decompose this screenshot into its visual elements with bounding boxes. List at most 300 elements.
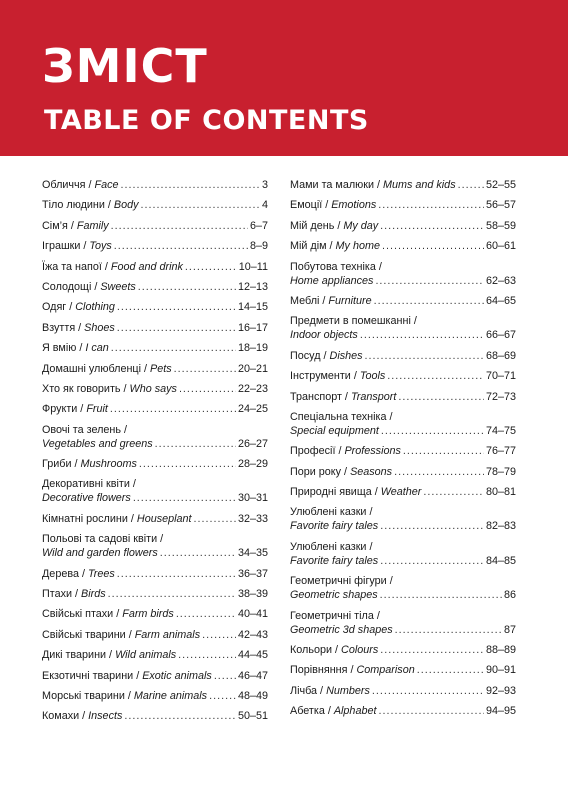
title-separator: / xyxy=(320,349,330,362)
dot-leader xyxy=(380,554,484,568)
toc-entry-line xyxy=(290,314,516,328)
toc-title xyxy=(42,607,174,621)
toc-page-numbers: 46–47 xyxy=(237,669,268,682)
toc-page-numbers: 22–23 xyxy=(237,382,268,395)
toc-entry-line xyxy=(290,294,516,308)
toc-page-numbers: 56–57 xyxy=(485,199,516,212)
toc-title-english: Numbers xyxy=(326,684,370,697)
toc-title-ukrainian: Взуття xyxy=(42,321,76,334)
dot-leader xyxy=(380,219,484,233)
toc-title xyxy=(290,274,373,288)
toc-title xyxy=(290,663,415,677)
toc-title-english: Body xyxy=(113,199,139,212)
toc-title xyxy=(42,198,139,212)
toc-entry xyxy=(290,260,516,288)
toc-title xyxy=(290,294,372,308)
dot-leader xyxy=(176,607,236,621)
toc-entry-line xyxy=(290,465,516,479)
toc-entry xyxy=(42,709,268,723)
toc-title xyxy=(290,643,378,657)
toc-entry xyxy=(42,178,268,192)
dot-leader xyxy=(380,588,502,602)
toc-title-english: Birds xyxy=(81,588,106,601)
toc-title-ukrainian: Улюблені казки / xyxy=(290,540,373,553)
toc-title-ukrainian: Кольори xyxy=(290,644,333,657)
title-separator: / xyxy=(341,390,351,403)
toc-title-english: Transport xyxy=(350,390,397,403)
dot-leader xyxy=(398,390,484,404)
toc-page-numbers: 72–73 xyxy=(485,390,516,403)
toc-title-english: Geometric shapes xyxy=(290,589,378,602)
toc-entry-line xyxy=(42,382,268,396)
toc-entry xyxy=(42,648,268,662)
toc-entry-line xyxy=(42,437,268,451)
toc-title xyxy=(42,689,207,703)
toc-entry-line xyxy=(42,607,268,621)
toc-entry xyxy=(290,444,516,458)
dot-leader xyxy=(380,519,484,533)
dot-leader xyxy=(111,219,248,233)
toc-page-numbers: 20–21 xyxy=(237,362,268,375)
toc-page-numbers: 6–7 xyxy=(249,219,268,232)
toc-title-ukrainian: Свійські птахи xyxy=(42,608,114,621)
toc-title-english: I can xyxy=(85,342,109,355)
toc-title xyxy=(290,554,378,568)
toc-title-english: Professions xyxy=(344,445,401,458)
toc-title-ukrainian: Сім’я xyxy=(42,219,68,232)
toc-entry xyxy=(42,300,268,314)
toc-title xyxy=(42,457,137,471)
dot-leader xyxy=(382,239,484,253)
toc-title-ukrainian: Улюблені казки / xyxy=(290,506,373,519)
dot-leader xyxy=(185,260,237,274)
toc-title-ukrainian: Солодощі xyxy=(42,280,92,293)
toc-title-ukrainian: Порівняння xyxy=(290,664,348,677)
toc-title xyxy=(290,178,456,192)
toc-title-ukrainian: Мій дім xyxy=(290,240,327,253)
toc-entry-line xyxy=(290,574,516,588)
toc-entry xyxy=(42,239,268,253)
toc-entry-line xyxy=(290,643,516,657)
toc-title-ukrainian: Геометричні фігури / xyxy=(290,575,393,588)
toc-page-numbers: 78–79 xyxy=(485,465,516,478)
dot-leader xyxy=(174,362,236,376)
toc-title-ukrainian: Птахи xyxy=(42,588,73,601)
toc-page-numbers: 32–33 xyxy=(237,512,268,525)
toc-title xyxy=(42,219,109,233)
toc-entry-line xyxy=(290,554,516,568)
toc-page-numbers: 4 xyxy=(261,199,268,212)
title-separator: / xyxy=(76,342,86,355)
toc-entry xyxy=(290,178,516,192)
toc-title xyxy=(290,444,401,458)
toc-page-numbers: 30–31 xyxy=(237,492,268,505)
toc-title xyxy=(290,328,358,342)
toc-title-english: Pets xyxy=(150,362,172,375)
title-separator: / xyxy=(322,199,332,212)
toc-entry xyxy=(42,341,268,355)
dot-leader xyxy=(179,382,236,396)
toc-entry-line xyxy=(42,628,268,642)
toc-entry-line xyxy=(290,410,516,424)
toc-title-ukrainian: Тіло людини xyxy=(42,199,105,212)
toc-title-ukrainian: Лічба xyxy=(290,684,318,697)
toc-entry-line xyxy=(290,424,516,438)
toc-title xyxy=(42,239,112,253)
toc-title xyxy=(290,485,421,499)
dot-leader xyxy=(117,567,236,581)
toc-title-english: Comparison xyxy=(356,664,415,677)
toc-entry xyxy=(42,587,268,601)
toc-entry xyxy=(290,684,516,698)
title-separator: / xyxy=(113,608,123,621)
title-separator: / xyxy=(75,321,85,334)
toc-title-ukrainian: Мами та малюки xyxy=(290,179,374,191)
toc-title-ukrainian: Домашні улюбленці xyxy=(42,362,141,375)
toc-title-ukrainian: Кімнатні рослини xyxy=(42,512,128,525)
toc-entry-line xyxy=(42,491,268,505)
toc-title xyxy=(42,669,212,683)
dot-leader xyxy=(178,648,236,662)
title-separator: / xyxy=(71,458,81,471)
toc-entry xyxy=(42,689,268,703)
toc-title xyxy=(42,546,158,560)
toc-title xyxy=(290,519,378,533)
toc-title xyxy=(42,382,177,396)
toc-entry xyxy=(290,574,516,602)
toc-page-numbers: 10–11 xyxy=(238,260,268,273)
toc-page-numbers: 36–37 xyxy=(237,567,268,580)
title-separator: / xyxy=(66,301,76,314)
title-separator: / xyxy=(127,512,137,525)
dot-leader xyxy=(117,300,236,314)
toc-entry-line xyxy=(290,369,516,383)
toc-title xyxy=(42,491,131,505)
toc-title-ukrainian: Пори року xyxy=(290,465,342,478)
toc-title xyxy=(42,402,108,416)
toc-page-numbers: 84–85 xyxy=(485,554,516,567)
toc-entry-line xyxy=(290,588,516,602)
header-banner xyxy=(0,0,568,156)
toc-entry xyxy=(42,198,268,212)
toc-entry-line xyxy=(290,623,516,637)
toc-page-numbers: 66–67 xyxy=(485,329,516,342)
toc-page-numbers: 50–51 xyxy=(237,710,268,723)
toc-entry-line xyxy=(290,219,516,233)
toc-title-english: Fruit xyxy=(86,403,108,416)
toc-title-ukrainian: Гриби xyxy=(42,458,72,471)
toc-title-ukrainian: Свійські тварини xyxy=(42,628,126,641)
toc-title-ukrainian: Побутова техніка / xyxy=(290,260,382,273)
toc-title-ukrainian: Геометричні тіла / xyxy=(290,609,380,622)
toc-entry xyxy=(290,314,516,342)
toc-entry-line xyxy=(42,178,268,192)
toc-entry-line xyxy=(290,328,516,342)
toc-entry-line xyxy=(42,300,268,314)
toc-title xyxy=(290,369,385,383)
toc-title xyxy=(290,684,370,698)
toc-page-numbers: 24–25 xyxy=(237,403,268,416)
title-separator: / xyxy=(120,382,130,395)
toc-entry-line xyxy=(290,260,516,274)
toc-entry-line xyxy=(290,505,516,519)
toc-title-english: Alphabet xyxy=(333,705,377,718)
toc-title-ukrainian: Мій день xyxy=(290,219,335,232)
toc-title-english: Family xyxy=(76,219,109,232)
toc-entry-line xyxy=(42,546,268,560)
toc-page-numbers: 60–61 xyxy=(485,240,516,253)
dot-leader xyxy=(394,465,484,479)
toc-page-numbers: 92–93 xyxy=(485,684,516,697)
dot-leader xyxy=(110,402,236,416)
title-separator: / xyxy=(104,199,114,212)
dot-leader xyxy=(108,587,236,601)
toc-entry-line xyxy=(290,663,516,677)
toc-title-ukrainian: Хто як говорить xyxy=(42,382,121,395)
toc-page-numbers: 94–95 xyxy=(485,705,516,718)
dot-leader xyxy=(194,512,236,526)
toc-entry xyxy=(42,321,268,335)
toc-entry xyxy=(290,704,516,718)
title-separator: / xyxy=(341,465,351,478)
toc-title-english: Furniture xyxy=(328,294,372,307)
toc-title xyxy=(42,512,192,526)
toc-title-english: Houseplant xyxy=(136,512,192,525)
toc-page-numbers: 14–15 xyxy=(237,301,268,314)
toc-title xyxy=(42,178,119,192)
toc-title-ukrainian: Професії xyxy=(290,445,336,458)
toc-title xyxy=(42,362,172,376)
toc-title-ukrainian: Абетка xyxy=(290,705,325,718)
toc-title-english: Toys xyxy=(89,240,112,253)
dot-leader xyxy=(111,341,236,355)
toc-title xyxy=(42,587,106,601)
toc-page-numbers: 88–89 xyxy=(485,644,516,657)
page-title-ukrainian: ЗМІСТ xyxy=(42,39,208,93)
toc-column-left xyxy=(42,178,268,730)
toc-title xyxy=(290,390,396,404)
dot-leader xyxy=(417,663,484,677)
toc-page-numbers: 86 xyxy=(503,589,516,602)
toc-entry-line xyxy=(42,280,268,294)
toc-page-numbers: 40–41 xyxy=(237,608,268,621)
toc-title-english: Favorite fairy tales xyxy=(290,520,379,533)
toc-page-numbers: 87 xyxy=(503,623,516,636)
toc-entry xyxy=(290,485,516,499)
toc-title-ukrainian: Комахи xyxy=(42,710,80,723)
toc-page-numbers: 82–83 xyxy=(485,520,516,533)
title-separator: / xyxy=(78,567,88,580)
toc-title xyxy=(42,280,136,294)
toc-page-numbers: 8–9 xyxy=(249,240,268,253)
title-separator: / xyxy=(347,664,357,677)
toc-page-numbers: 58–59 xyxy=(485,219,516,232)
toc-entry xyxy=(290,390,516,404)
toc-title xyxy=(42,260,183,274)
toc-title xyxy=(42,709,122,723)
toc-entry-line xyxy=(290,519,516,533)
dot-leader xyxy=(375,274,484,288)
toc-title-english: My home xyxy=(335,240,380,253)
toc-entry xyxy=(42,607,268,621)
title-separator: / xyxy=(141,362,150,375)
dot-leader xyxy=(372,684,484,698)
toc-title-ukrainian: Предмети в помешканні / xyxy=(290,315,417,328)
toc-title xyxy=(42,300,115,314)
toc-entry-line xyxy=(42,362,268,376)
toc-title-english: Colours xyxy=(341,644,379,657)
toc-title xyxy=(42,341,109,355)
title-separator: / xyxy=(80,240,90,253)
toc-page-numbers: 28–29 xyxy=(237,458,268,471)
dot-leader xyxy=(141,198,260,212)
toc-title-english: Dishes xyxy=(329,349,363,362)
toc-title-english: Favorite fairy tales xyxy=(290,554,379,567)
toc-entry xyxy=(290,410,516,438)
toc-title-ukrainian: Природні явища xyxy=(290,486,372,499)
toc-entry xyxy=(290,505,516,533)
toc-entry-line xyxy=(290,609,516,623)
title-separator: / xyxy=(79,710,89,723)
title-separator: / xyxy=(133,669,143,682)
toc-title xyxy=(290,198,376,212)
toc-entry xyxy=(290,239,516,253)
toc-title xyxy=(290,239,380,253)
title-separator: / xyxy=(77,403,87,416)
title-separator: / xyxy=(326,240,336,253)
toc-title-english: Farm animals xyxy=(134,628,201,641)
toc-entry-line xyxy=(290,349,516,363)
toc-entry-line xyxy=(42,587,268,601)
toc-title-english: Face xyxy=(94,179,119,191)
toc-title-ukrainian: Фрукти xyxy=(42,403,78,416)
title-separator: / xyxy=(350,370,360,383)
title-separator: / xyxy=(85,179,95,191)
toc-title-ukrainian: Транспорт xyxy=(290,390,342,403)
toc-title-english: Clothing xyxy=(75,301,115,314)
toc-entry-line xyxy=(42,689,268,703)
toc-entry-line xyxy=(42,709,268,723)
toc-title-ukrainian: Емоції xyxy=(290,199,323,212)
toc-entry-line xyxy=(42,532,268,546)
toc-title xyxy=(290,424,379,438)
toc-title-english: Indoor objects xyxy=(290,329,358,342)
toc-entry-line xyxy=(42,423,268,437)
toc-entry-line xyxy=(42,567,268,581)
toc-entry xyxy=(290,643,516,657)
toc-entry-line xyxy=(290,485,516,499)
toc-page-numbers: 70–71 xyxy=(485,370,516,383)
toc-page-numbers: 12–13 xyxy=(237,280,268,293)
toc-title-english: Food and drink xyxy=(110,260,183,273)
toc-title xyxy=(290,465,392,479)
toc-title-english: Weather xyxy=(380,486,422,499)
toc-title-ukrainian: Інструменти xyxy=(290,370,351,383)
title-separator: / xyxy=(317,684,327,697)
toc-page-numbers: 3 xyxy=(261,179,268,191)
title-separator: / xyxy=(332,644,342,657)
toc-entry-line xyxy=(42,219,268,233)
toc-entry-line xyxy=(42,669,268,683)
toc-entry xyxy=(42,628,268,642)
toc-entry xyxy=(290,609,516,637)
toc-column-right xyxy=(290,178,516,725)
toc-title-ukrainian: Меблі xyxy=(290,294,320,307)
dot-leader xyxy=(458,178,484,192)
toc-title-english: Mums and kids xyxy=(382,179,456,191)
toc-entry-line xyxy=(42,648,268,662)
toc-title-ukrainian: Обличчя xyxy=(42,179,86,191)
toc-title xyxy=(290,623,393,637)
title-separator: / xyxy=(334,219,344,232)
toc-title-english: Exotic animals xyxy=(142,669,212,682)
dot-leader xyxy=(423,485,484,499)
toc-title-english: Tools xyxy=(359,370,386,383)
dot-leader xyxy=(403,444,484,458)
toc-entry xyxy=(42,567,268,581)
toc-title-english: My day xyxy=(343,219,379,232)
toc-entry-line xyxy=(42,402,268,416)
toc-entry-line xyxy=(42,341,268,355)
toc-title-english: Mushrooms xyxy=(80,458,137,471)
toc-title-ukrainian: Декоративні квіти / xyxy=(42,478,136,491)
toc-page-numbers: 80–81 xyxy=(485,486,516,499)
toc-title-english: Shoes xyxy=(84,321,115,334)
toc-page-numbers: 68–69 xyxy=(485,349,516,362)
toc-entry-line xyxy=(42,260,268,274)
title-separator: / xyxy=(373,179,383,191)
toc-title xyxy=(290,219,378,233)
toc-page-numbers: 18–19 xyxy=(237,342,268,355)
toc-title-english: Decorative flowers xyxy=(42,492,131,505)
dot-leader xyxy=(133,491,236,505)
toc-title xyxy=(42,648,176,662)
toc-title xyxy=(42,321,115,335)
dot-leader xyxy=(378,704,484,718)
toc-entry xyxy=(42,402,268,416)
dot-leader xyxy=(365,349,484,363)
page-title-english: TABLE OF CONTENTS xyxy=(44,105,369,136)
toc-title xyxy=(42,437,153,451)
toc-title-ukrainian: Я вмію xyxy=(42,342,77,355)
dot-leader xyxy=(378,198,484,212)
toc-entry xyxy=(42,423,268,451)
toc-title-english: Sweets xyxy=(100,280,136,293)
dot-leader xyxy=(380,643,484,657)
toc-entry-line xyxy=(42,239,268,253)
toc-entry-line xyxy=(42,512,268,526)
title-separator: / xyxy=(371,486,381,499)
toc-title xyxy=(42,567,115,581)
title-separator: / xyxy=(91,280,101,293)
toc-entry xyxy=(42,280,268,294)
toc-title-ukrainian: Морські тварини xyxy=(42,689,125,702)
toc-entry xyxy=(290,369,516,383)
toc-entry-line xyxy=(290,444,516,458)
toc-entry-line xyxy=(290,198,516,212)
title-separator: / xyxy=(106,649,116,662)
toc-page-numbers: 26–27 xyxy=(237,437,268,450)
toc-title xyxy=(290,588,378,602)
toc-entry-line xyxy=(290,239,516,253)
toc-title-ukrainian: Одяг xyxy=(42,301,67,314)
toc-page-numbers: 64–65 xyxy=(485,294,516,307)
toc-title-english: Insects xyxy=(88,710,123,723)
dot-leader xyxy=(374,294,484,308)
toc-entry-line xyxy=(42,321,268,335)
toc-title-english: Wild and garden flowers xyxy=(42,547,158,560)
toc-title-english: Farm birds xyxy=(122,608,174,621)
